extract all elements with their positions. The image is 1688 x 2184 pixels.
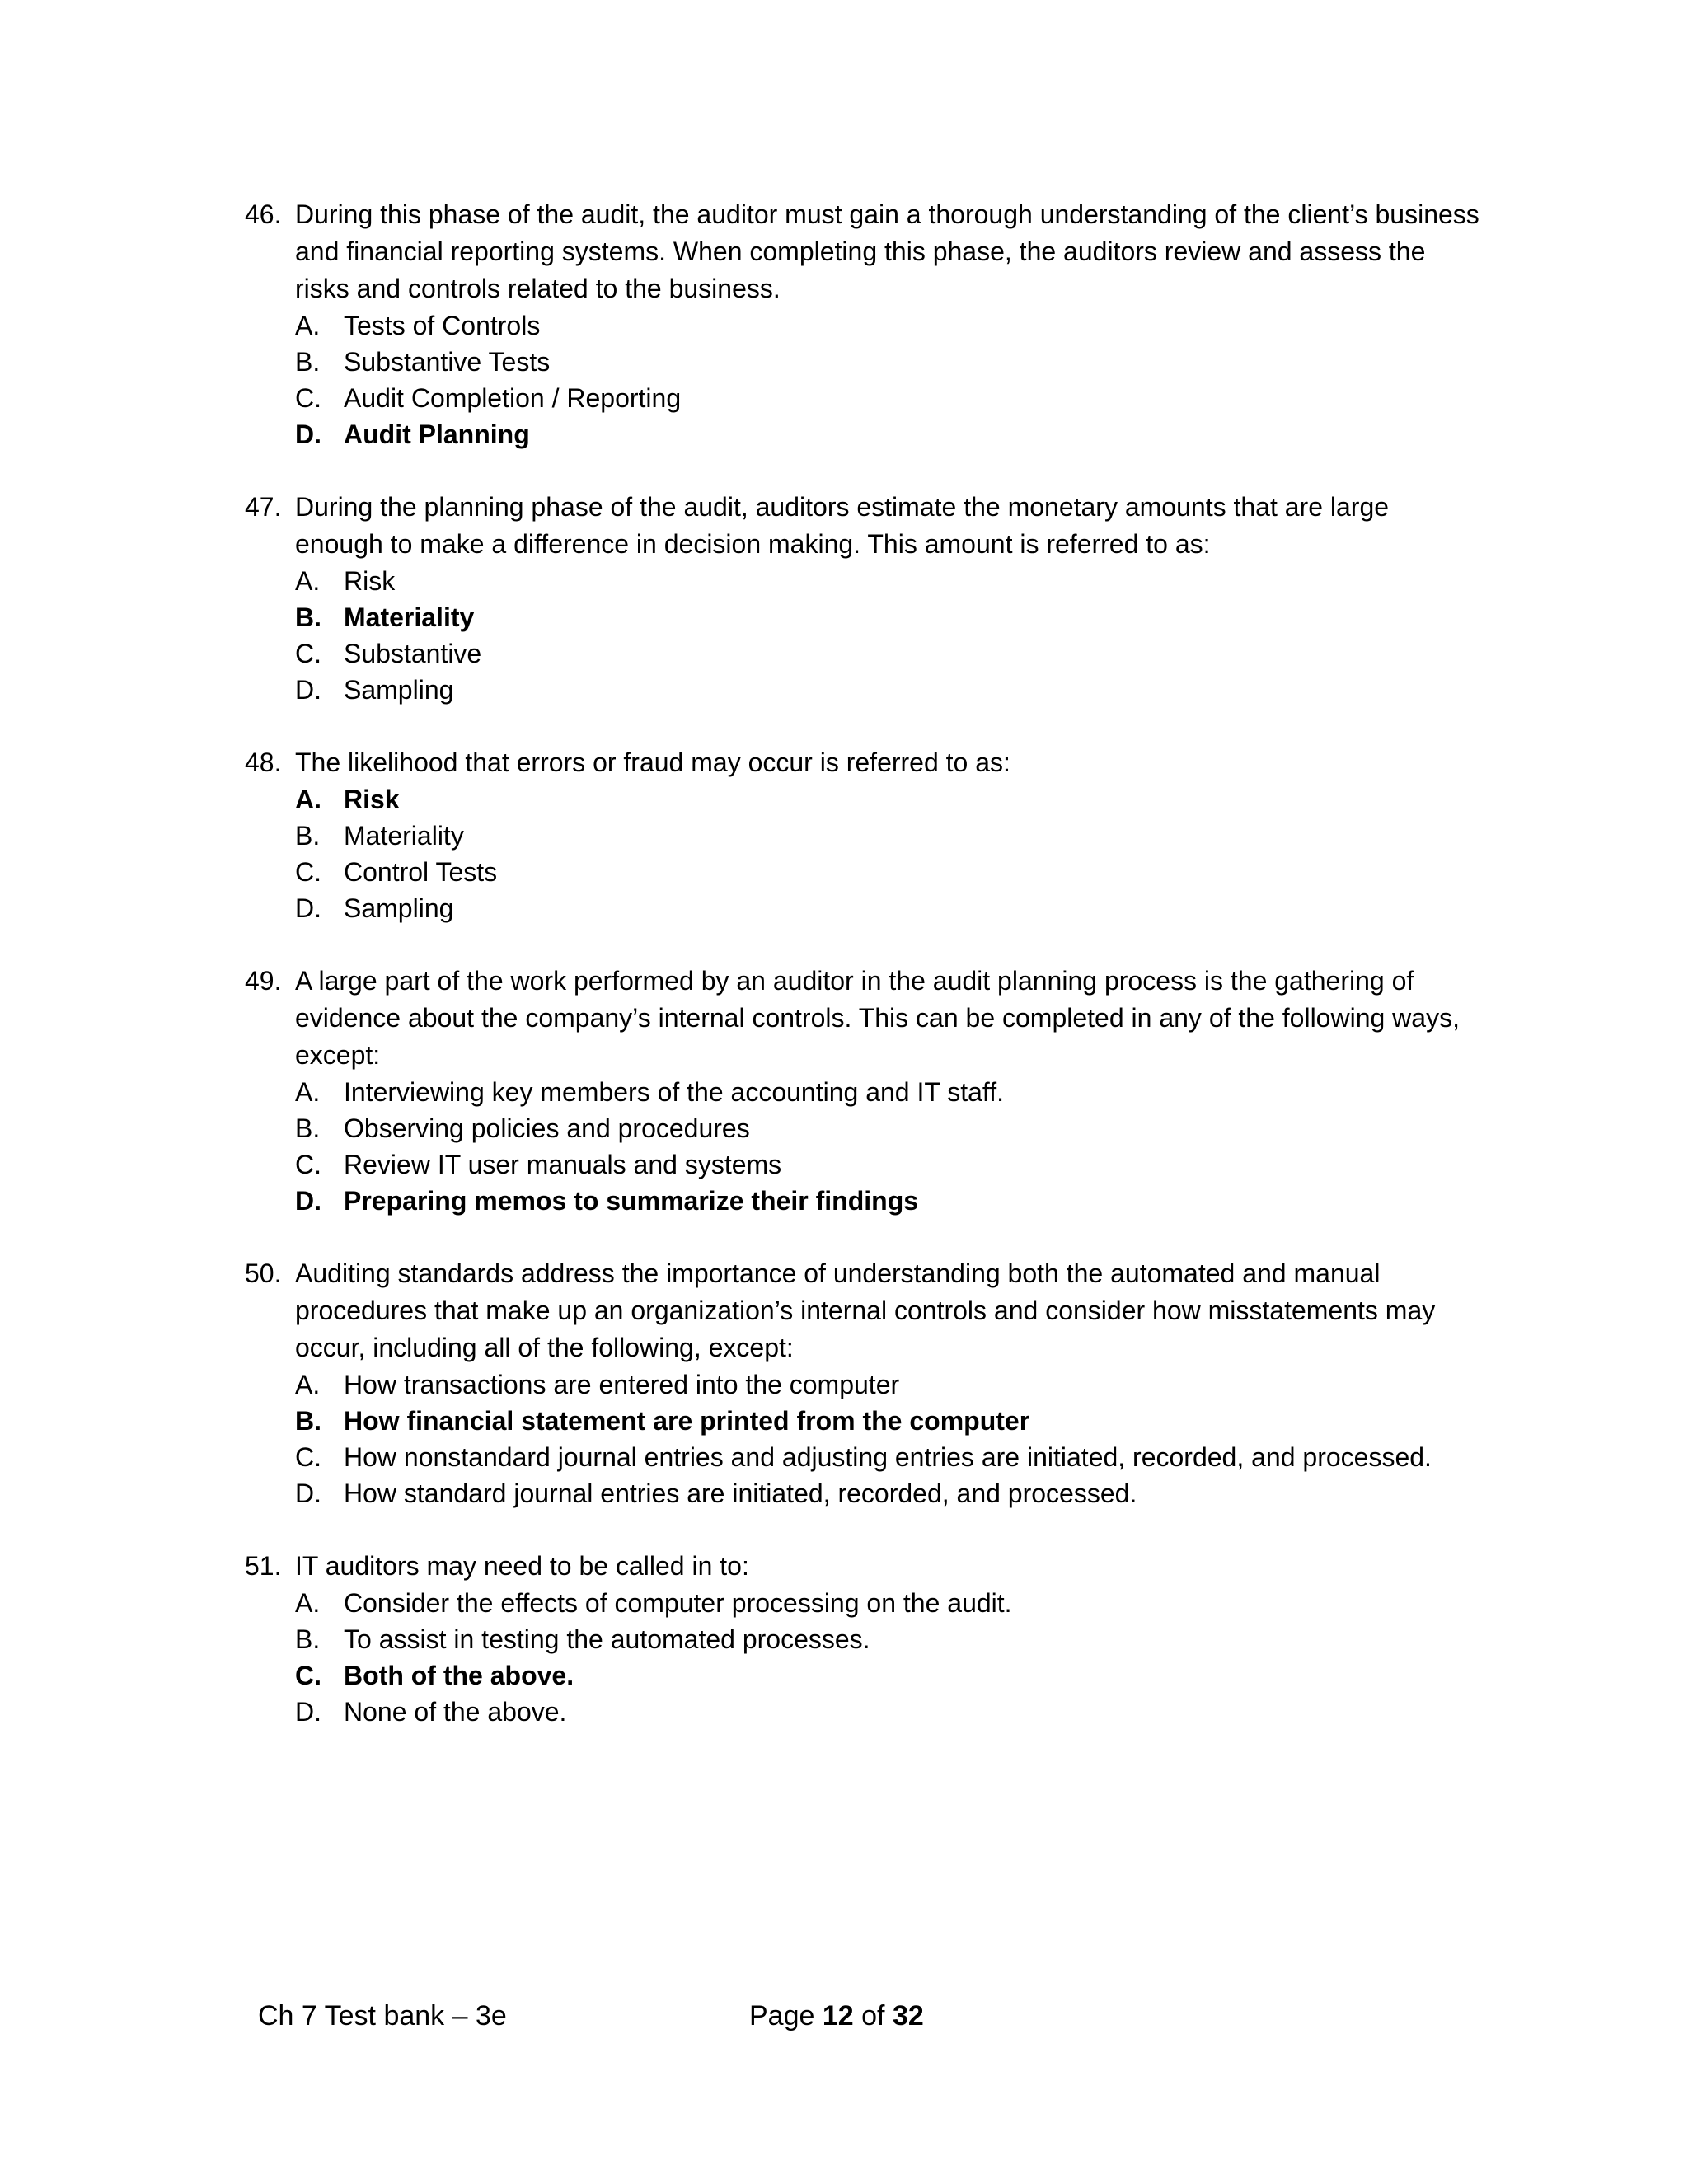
question-stem (245, 196, 1481, 307)
answer-option-correct (295, 1403, 1481, 1439)
option-text: How standard journal entries are initiated, recorded, and processed. (344, 1479, 1137, 1508)
option-text: Audit Planning (344, 419, 530, 449)
page-of-label: of (861, 2000, 885, 2032)
option-text: Audit Completion / Reporting (344, 383, 682, 413)
question-text: IT auditors may need to be called in to: (295, 1551, 749, 1581)
option-letter: C. (295, 857, 321, 887)
option-letter: C. (295, 383, 321, 413)
answer-option (295, 1146, 1481, 1183)
option-letter: A. (295, 785, 321, 814)
answer-option-correct (295, 599, 1481, 635)
question-item (245, 489, 1481, 708)
footer-document-title: Ch 7 Test bank – 3e (258, 2000, 507, 2032)
question-item (245, 196, 1481, 452)
answer-option-correct (295, 1657, 1481, 1694)
answer-option (295, 1585, 1481, 1621)
answer-options (295, 1074, 1481, 1219)
option-letter: C. (295, 1150, 321, 1179)
option-text: Control Tests (344, 857, 498, 887)
question-item (245, 1255, 1481, 1511)
answer-option (295, 563, 1481, 599)
question-stem (245, 1255, 1481, 1366)
answer-option (295, 380, 1481, 416)
option-letter: D. (295, 1186, 321, 1216)
answer-option (295, 1439, 1481, 1475)
answer-option (295, 1694, 1481, 1730)
question-number: 48. (245, 748, 282, 777)
option-letter: C. (295, 639, 321, 668)
answer-option (295, 1621, 1481, 1657)
question-list (245, 196, 1481, 1766)
question-number: 50. (245, 1258, 282, 1288)
question-text: A large part of the work performed by an auditor in the audit planning process is the gathering of evidence about the company’s internal controls. This can be completed in any of the following ways, except: (295, 966, 1460, 1070)
option-text: Preparing memos to summarize their findings (344, 1186, 919, 1216)
question-text: During this phase of the audit, the auditor must gain a thorough understanding of the client’s business and financial reporting systems. When completing this phase, the auditors review and assess the risks and controls related to the business. (295, 199, 1479, 303)
page-total: 32 (892, 2000, 924, 2032)
option-letter: A. (295, 311, 321, 340)
option-text: Consider the effects of computer processing on the audit. (344, 1588, 1012, 1618)
option-letter: D. (295, 893, 321, 923)
page-current: 12 (822, 2000, 854, 2032)
answer-option (295, 890, 1481, 926)
answer-option (295, 1074, 1481, 1110)
question-stem (245, 1548, 1481, 1585)
option-text: Both of the above. (344, 1661, 574, 1690)
option-text: Sampling (344, 675, 454, 705)
option-letter: A. (295, 1077, 321, 1107)
question-number: 49. (245, 966, 282, 996)
option-letter: B. (295, 347, 321, 377)
answer-option-correct (295, 781, 1481, 818)
answer-options (295, 1585, 1481, 1730)
option-letter: B. (295, 602, 321, 632)
answer-option (295, 344, 1481, 380)
option-text: How nonstandard journal entries and adjusting entries are initiated, recorded, and processed. (344, 1442, 1432, 1472)
option-letter: D. (295, 419, 321, 449)
option-letter: B. (295, 1624, 321, 1654)
question-text: The likelihood that errors or fraud may occur is referred to as: (295, 748, 1010, 777)
question-stem (245, 963, 1481, 1074)
option-letter: A. (295, 566, 321, 596)
option-letter: A. (295, 1370, 321, 1399)
option-text: Substantive (344, 639, 482, 668)
question-item (245, 1548, 1481, 1730)
option-text: Risk (344, 566, 396, 596)
question-item (245, 744, 1481, 926)
option-letter: D. (295, 675, 321, 705)
option-letter: A. (295, 1588, 321, 1618)
question-number: 46. (245, 199, 282, 229)
answer-option (295, 307, 1481, 344)
question-number: 51. (245, 1551, 282, 1581)
option-text: Risk (344, 785, 400, 814)
option-text: How transactions are entered into the computer (344, 1370, 900, 1399)
option-letter: B. (295, 1406, 321, 1436)
answer-option (295, 1475, 1481, 1511)
option-text: Tests of Controls (344, 311, 541, 340)
answer-option (295, 818, 1481, 854)
answer-option (295, 1110, 1481, 1146)
answer-options (295, 781, 1481, 926)
option-letter: D. (295, 1697, 321, 1727)
option-letter: C. (295, 1661, 321, 1690)
option-text: Observing policies and procedures (344, 1113, 750, 1143)
question-text: During the planning phase of the audit, auditors estimate the monetary amounts that are large enough to make a difference in decision making. This amount is referred to as: (295, 492, 1390, 559)
option-letter: D. (295, 1479, 321, 1508)
option-text: How financial statement are printed from the computer (344, 1406, 1030, 1436)
answer-option (295, 635, 1481, 672)
option-text: Materiality (344, 602, 475, 632)
footer-page-number (749, 1998, 924, 2034)
question-number: 47. (245, 492, 282, 522)
option-text: To assist in testing the automated processes. (344, 1624, 870, 1654)
option-text: Interviewing key members of the accounting and IT staff. (344, 1077, 1005, 1107)
answer-option (295, 1366, 1481, 1403)
option-text: None of the above. (344, 1697, 567, 1727)
question-stem (245, 744, 1481, 781)
option-text: Review IT user manuals and systems (344, 1150, 782, 1179)
answer-option-correct (295, 1183, 1481, 1219)
option-letter: B. (295, 821, 321, 851)
answer-option (295, 854, 1481, 890)
answer-option (295, 672, 1481, 708)
answer-options (295, 307, 1481, 452)
option-text: Materiality (344, 821, 464, 851)
question-stem (245, 489, 1481, 563)
answer-options (295, 563, 1481, 708)
option-letter: B. (295, 1113, 321, 1143)
answer-options (295, 1366, 1481, 1511)
option-text: Substantive Tests (344, 347, 551, 377)
question-item (245, 963, 1481, 1219)
page-label: Page (749, 2000, 815, 2032)
answer-option-correct (295, 416, 1481, 452)
option-text: Sampling (344, 893, 454, 923)
question-text: Auditing standards address the importance of understanding both the automated and manual procedures that make up an organization’s internal controls and consider how misstatements may occur, including all of the following, except: (295, 1258, 1436, 1362)
option-letter: C. (295, 1442, 321, 1472)
